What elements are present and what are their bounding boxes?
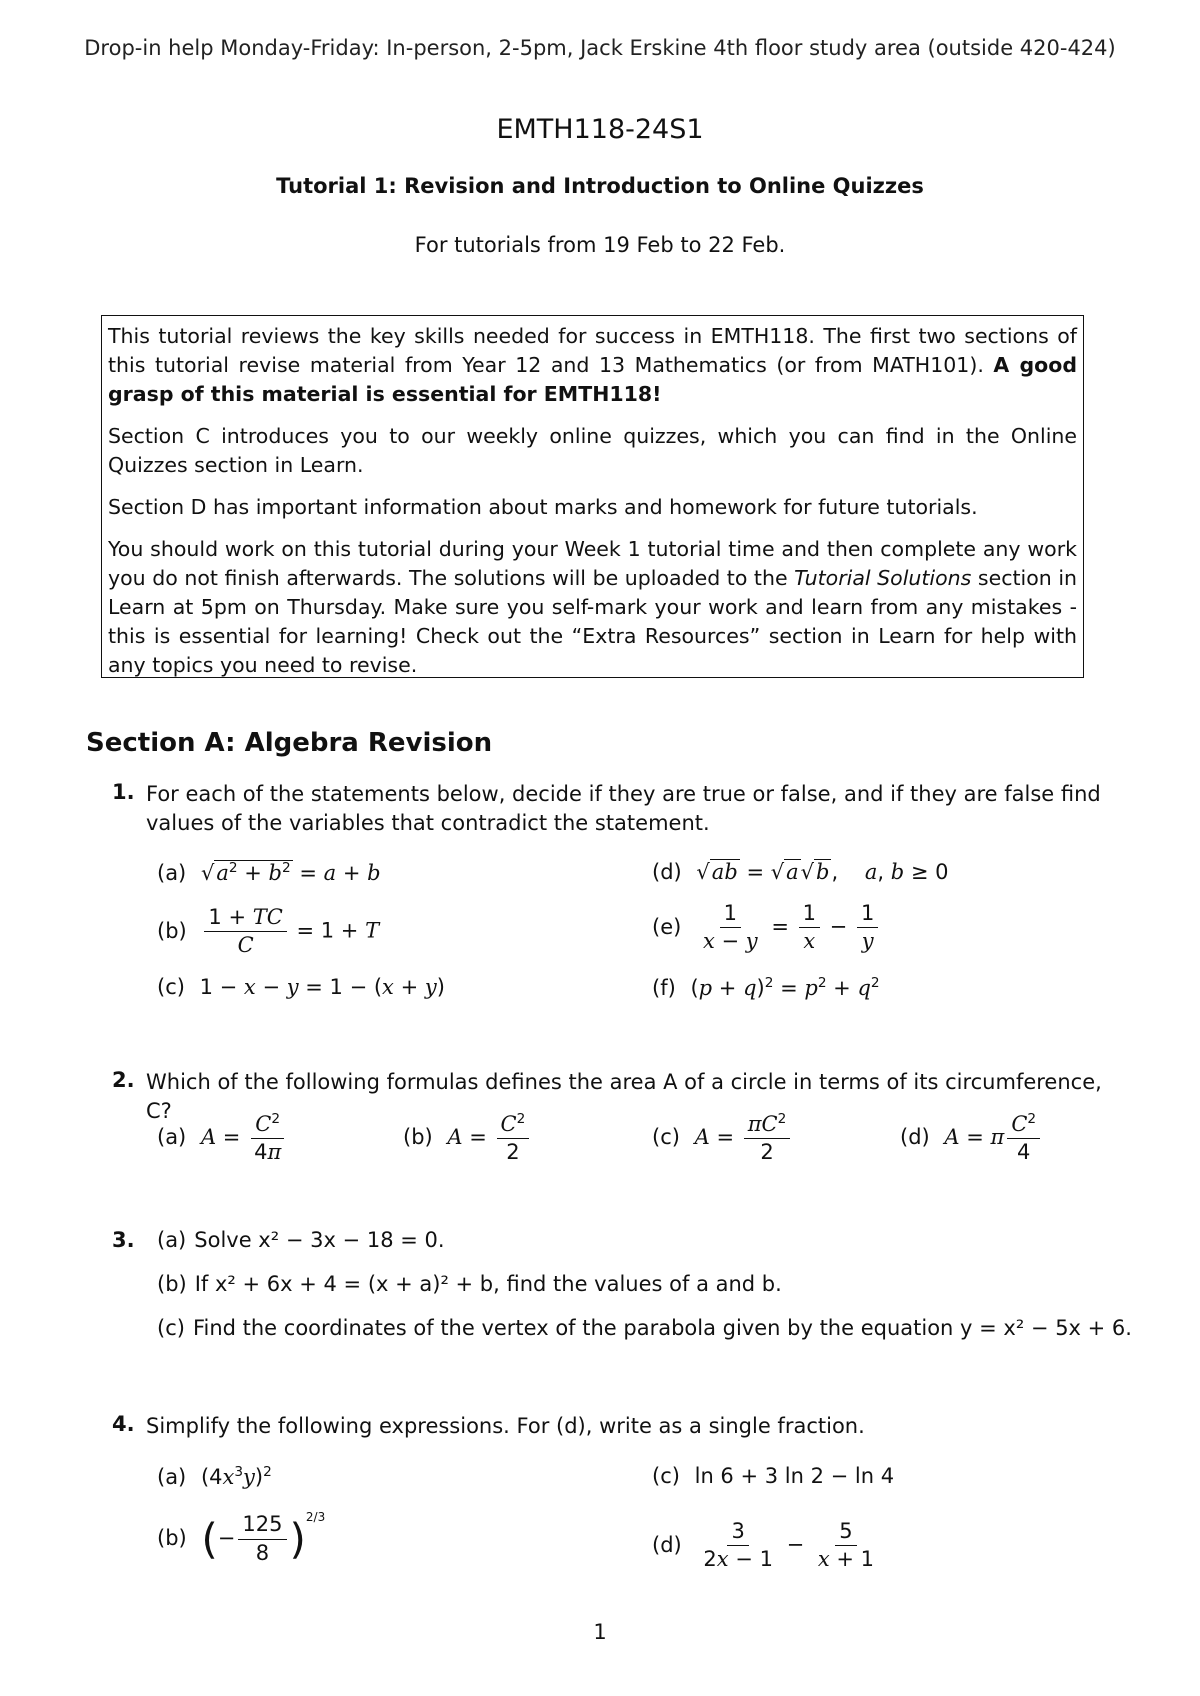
q3-text-a: Solve x² − 3x − 18 = 0. <box>194 1228 445 1252</box>
q2-label-a: (a) <box>157 1125 187 1150</box>
q2-item-b: (b) A = $\frac{C^2}{2}$ <box>403 1112 532 1164</box>
q2-item-a: (a) A = $\frac{C^2}{4\pi}$ <box>157 1112 288 1164</box>
q4-label-d: (d) <box>652 1532 682 1557</box>
info-paragraph-1 <box>108 322 1077 409</box>
q1-item-d: (d) √ab = √a√b, a, b ≥ 0 <box>652 860 949 884</box>
q4-label-a: (a) <box>157 1465 187 1489</box>
dropin-help-line: Drop-in help Monday-Friday: In-person, 2-5pm, Jack Erskine 4th floor study area (outside 420-424) <box>84 36 1116 60</box>
q2-label-b: (b) <box>403 1125 433 1150</box>
info-paragraph-2: Section C introduces you to our weekly online quizzes, which you can find in the Online Quizzes section in Learn. <box>108 424 1077 477</box>
q3-label-a: (a) <box>157 1228 187 1252</box>
q4-text: Simplify the following expressions. For (d), write as a single fraction. <box>146 1414 865 1438</box>
q3-item-c <box>157 1316 1132 1340</box>
q2-label-d: (d) <box>900 1125 930 1150</box>
q3-item-a <box>157 1228 445 1252</box>
q3-text-c: Find the coordinates of the vertex of the parabola given by the equation y = x² − 5x + 6. <box>192 1316 1132 1340</box>
section-a-heading: Section A: Algebra Revision <box>86 728 493 758</box>
q1-item-a: (a) $√a^2 + b^2 = a + b$ <box>157 860 381 885</box>
q1-label-c: (c) <box>157 975 185 999</box>
q4-item-a: (a) $(4x^3y)^2$ <box>157 1464 272 1489</box>
q4-item-c: (c) ln 6 + 3 ln 2 − ln 4 <box>652 1464 895 1488</box>
q1-number: 1. <box>112 780 135 804</box>
q4-number: 4. <box>112 1412 135 1436</box>
q4-item-b: (b) (− $\frac{125}{8}$ )$^{2/3}$ <box>157 1510 326 1565</box>
q1-item-f: (f) $(p + q)^2 = p^2 + q^2$ <box>652 975 880 1000</box>
info-p1-text: This tutorial reviews the key skills needed for success in EMTH118. The first two sections of this tutorial revise material from Year 12 and 13 Mathematics (or from MATH101). <box>108 324 1077 377</box>
info-paragraph-4 <box>108 535 1077 680</box>
info-paragraph-3: Section D has important information about marks and homework for future tutorials. <box>108 495 978 519</box>
q3-number: 3. <box>112 1228 135 1252</box>
info-p4-b: section in Learn at 5pm on Thursday. Make sure you self-mark your work and learn from any mistakes - this is essential for learning! Check out the “Extra Resources” section in Learn for help with any topics you need to revise. <box>108 566 1078 677</box>
q1-label-e: (e) <box>652 914 682 939</box>
q3-item-b <box>157 1272 782 1296</box>
info-box <box>101 315 1084 678</box>
q2-item-d: (d) A = π $\frac{C^2}{4}$ <box>900 1112 1043 1164</box>
q4-item-d: (d) $\frac{3}{2x - 1}$ − $\frac{5}{x + 1}$ <box>652 1519 875 1572</box>
q3-label-b: (b) <box>157 1272 187 1296</box>
q1-text: For each of the statements below, decide if they are true or false, and if they are false find values of the variables that contradict the statement. <box>146 782 1101 835</box>
q2-label-c: (c) <box>652 1125 680 1150</box>
info-p4-em: Tutorial Solutions <box>794 566 972 590</box>
q1-item-b: (b) $\frac{1 + TC}{C}$ = 1 + T <box>157 905 380 958</box>
q1a-expression: $√a^2 + b^2$ <box>200 860 291 885</box>
q4-label-c: (c) <box>652 1464 680 1488</box>
q2-item-c: (c) A = $\frac{\pi C^2}{2}$ <box>652 1112 793 1164</box>
q2-text: Which of the following formulas defines the area A of a circle in terms of its circumference, C? <box>146 1070 1102 1123</box>
q4-label-b: (b) <box>157 1526 187 1550</box>
q1-label-d: (d) <box>652 860 682 884</box>
tutorial-subtitle: Tutorial 1: Revision and Introduction to Online Quizzes <box>276 174 924 198</box>
info-p1-bold: A good grasp of this material is essential for EMTH118! <box>108 353 1077 406</box>
q1-item-c: (c) 1 − x − y = 1 − (x + y) <box>157 975 445 999</box>
q1b-fraction: $\frac{1 + TC}{C}$ <box>204 906 286 957</box>
q1-label-a: (a) <box>157 861 187 885</box>
q2-number: 2. <box>112 1068 135 1092</box>
info-p4-a: You should work on this tutorial during your Week 1 tutorial time and then complete any work you do not finish afterwards. The solutions will be uploaded to the <box>108 537 1077 590</box>
page-number: 1 <box>593 1620 607 1644</box>
q3-label-c: (c) <box>157 1316 185 1340</box>
q1-label-b: (b) <box>157 918 187 943</box>
q3-text-b: If x² + 6x + 4 = (x + a)² + b, find the values of a and b. <box>194 1272 782 1296</box>
tutorial-dates: For tutorials from 19 Feb to 22 Feb. <box>414 233 786 257</box>
q1-item-e: (e) $\frac{1}{x - y}$ = $\frac{1}{x}$ − $\frac{1}{y}$ <box>652 902 881 953</box>
q1-label-f: (f) <box>652 976 676 1000</box>
course-title: EMTH118-24S1 <box>496 114 704 145</box>
